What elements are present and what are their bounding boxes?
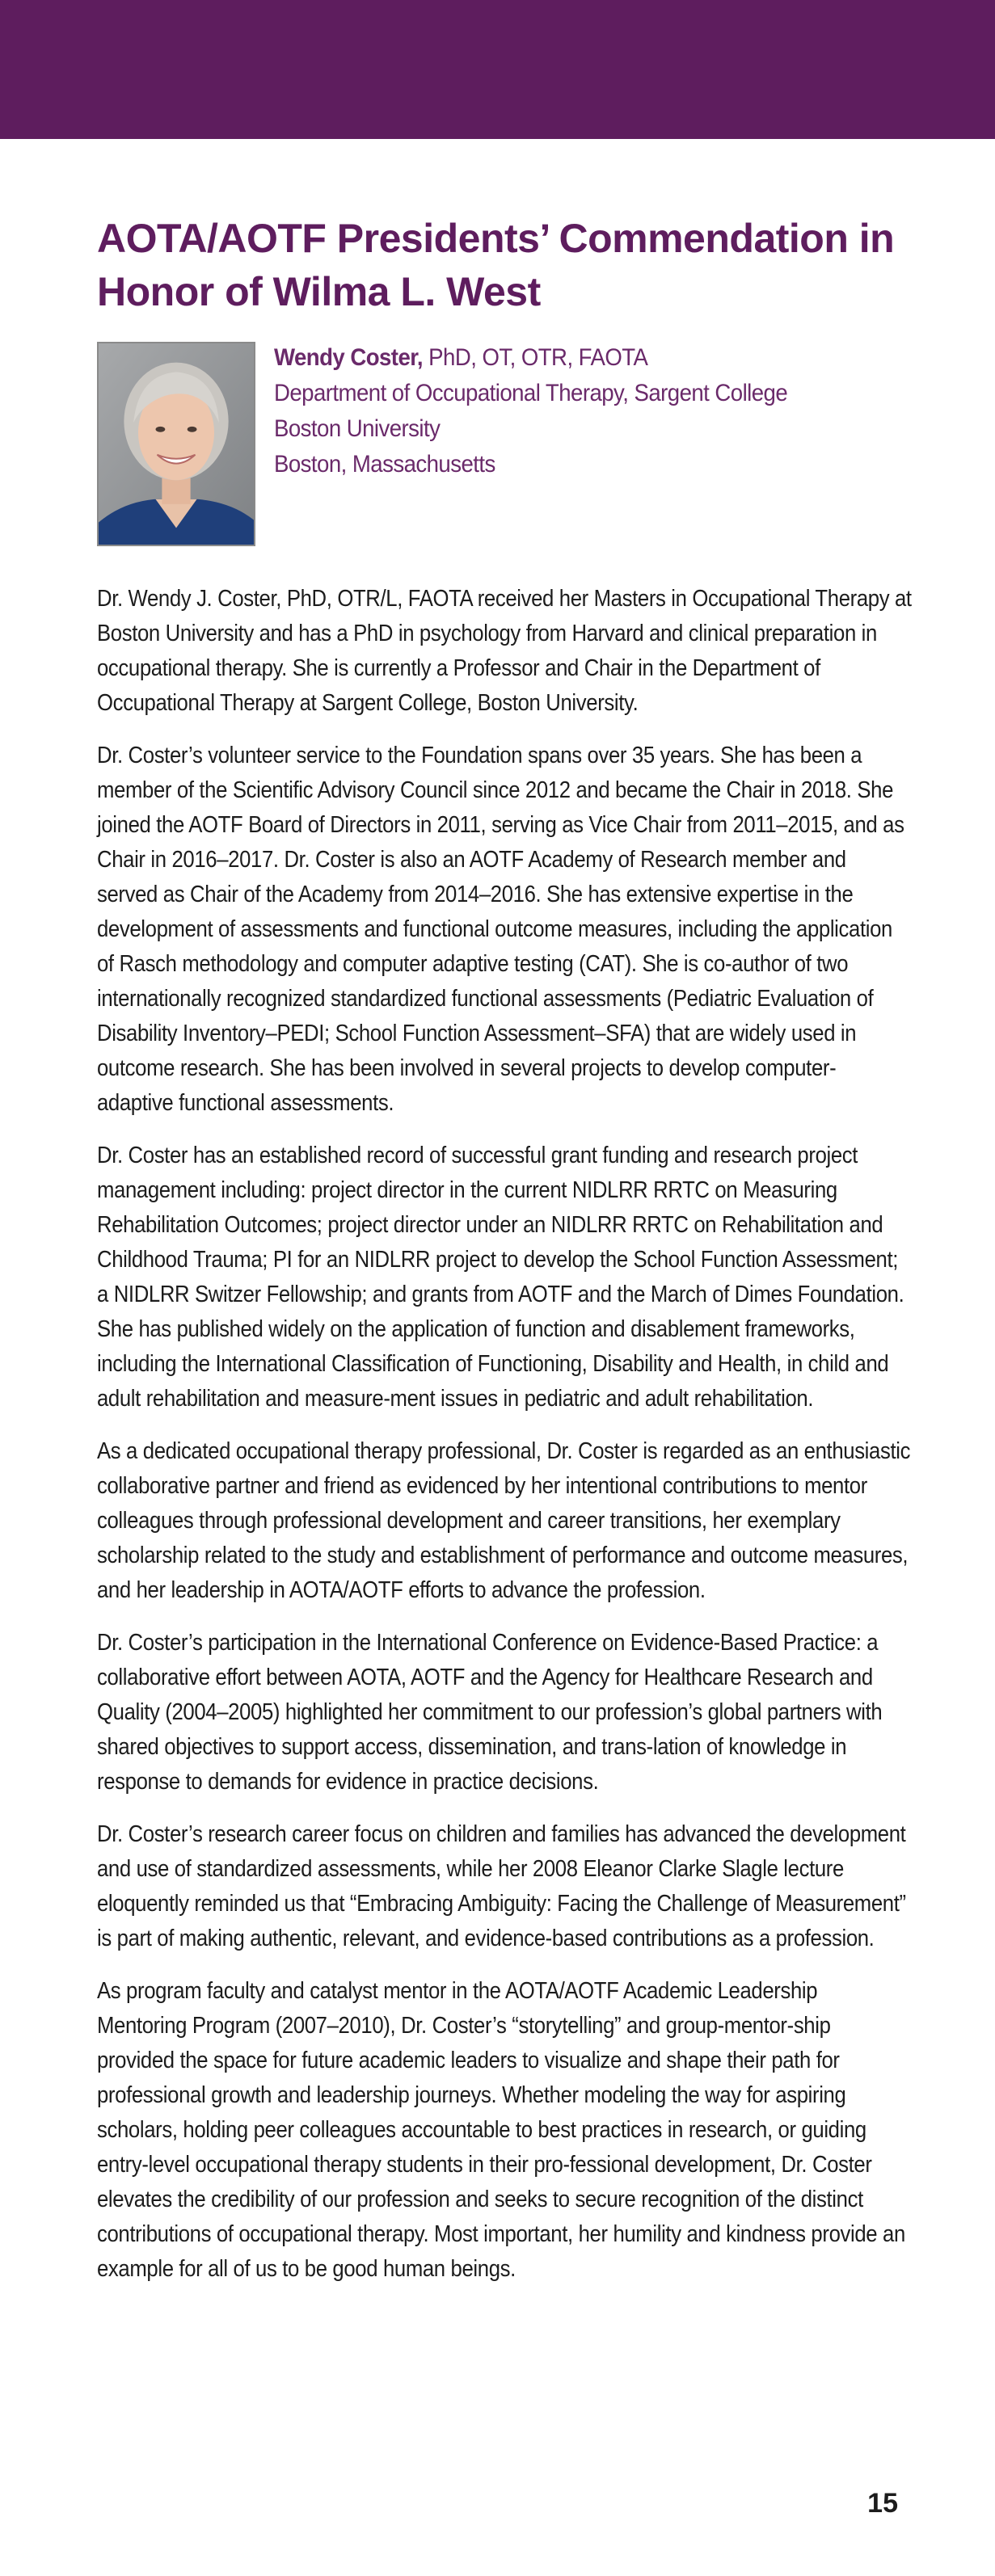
author-line [274, 340, 787, 376]
author-byline [274, 340, 787, 482]
portrait-illustration [99, 343, 254, 545]
portrait-photo [97, 342, 255, 546]
paragraph-1: Dr. Wendy J. Coster, PhD, OTR/L, FAOTA received her Masters in Occupational Therapy at Boston University and has a PhD in psychology from Harvard and clinical preparation in occupational therapy. She is currently a Professor and Chair in the Department of Occupational Therapy at Sargent College, Boston University. [97, 586, 912, 716]
author-credentials: PhD, OT, OTR, FAOTA [428, 344, 648, 371]
paragraph-2: Dr. Coster’s volunteer service to the Foundation spans over 35 years. She has been a member of the Scientific Advisory Council since 2012 and became the Chair in 2018. She joined the AOTF Board of Directors in 2011, serving as Vice Chair from 2011–2015, and as Chair in 2016–2017. Dr. Coster is also an AOTF Academy of Research member and served as Chair of the Academy from 2014–2016. She has extensive expertise in the development of assessments and functional outcome measures, including the application of Rasch methodology and computer adaptive testing (CAT). She is co-author of two internationally recognized standardized functional assessments (Pediatric Evaluation of Disability Inventory–PEDI; School Function Assessment–SFA) that are widely used in outcome research. She has been involved in several projects to develop computer-adaptive functional assessments. [97, 743, 904, 1116]
author-location: Boston, Massachusetts [274, 451, 495, 478]
title-line-2: Honor of Wilma L. West [97, 269, 541, 314]
page-title [97, 212, 905, 318]
paragraph-7: As program faculty and catalyst mentor in the AOTA/AOTF Academic Leadership Mentoring Program (2007–2010), Dr. Coster’s “storytelling” and group-mentor-ship provided the space for future academic leaders to visualize and shape their path for professional growth and leadership journeys. Whether modeling the way for aspiring scholars, holding peer colleagues accountable to best practices in research, or guiding entry-level occupational therapy students in their pro-fessional development, Dr. Coster elevates the credibility of our profession and seeks to secure recognition of the distinct contributions of occupational therapy. Most important, her humility and kindness provide an example for all of us to be good human beings. [97, 1978, 905, 2282]
paragraph-4: As a dedicated occupational therapy professional, Dr. Coster is regarded as an enthusiastic collaborative partner and friend as evidenced by her intentional contributions to mentor colleagues through professional development and career transitions, her exemplary scholarship related to the study and establishment of performance and outcome measures, and her leadership in AOTA/AOTF efforts to advance the profession. [97, 1438, 911, 1603]
paragraph-6: Dr. Coster’s research career focus on children and families has advanced the development and use of standardized assessments, while her 2008 Eleanor Clarke Slagle lecture eloquently reminded us that “Embracing Ambiguity: Facing the Challenge of Measurement” is part of making authentic, relevant, and evidence-based contributions as a profession. [97, 1821, 906, 1951]
article-body [97, 582, 912, 2305]
page-number: 15 [867, 2488, 898, 2519]
paragraph-3: Dr. Coster has an established record of successful grant funding and research project management including: project director in the current NIDLRR RRTC on Measuring Rehabilitation Outcomes; project director under an NIDLRR RRTC on Rehabilitation and Childhood Trauma; PI for an NIDLRR project to develop the School Function Assessment; a NIDLRR Switzer Fellowship; and grants from AOTF and the March of Dimes Foundation. She has published widely on the application of function and disablement frameworks, including the International Classification of Functioning, Disability and Health, in child and adult rehabilitation and measure-ment issues in pediatric and adult rehabilitation. [97, 1143, 904, 1412]
author-department: Department of Occupational Therapy, Sargent College [274, 380, 788, 406]
author-name: Wendy Coster, [274, 344, 424, 371]
paragraph-5: Dr. Coster’s participation in the International Conference on Evidence-Based Practice: a collaborative effort between AOTA, AOTF and the Agency for Healthcare Research and Quality (2004–2005) highlighted her commitment to our profession’s global partners with shared objectives to support access, dissemination, and trans-lation of knowledge in response to demands for evidence in practice decisions. [97, 1630, 883, 1795]
title-line-1: AOTA/AOTF Presidents’ Commendation in [97, 216, 895, 261]
author-university: Boston University [274, 415, 441, 442]
header-band [0, 0, 995, 139]
